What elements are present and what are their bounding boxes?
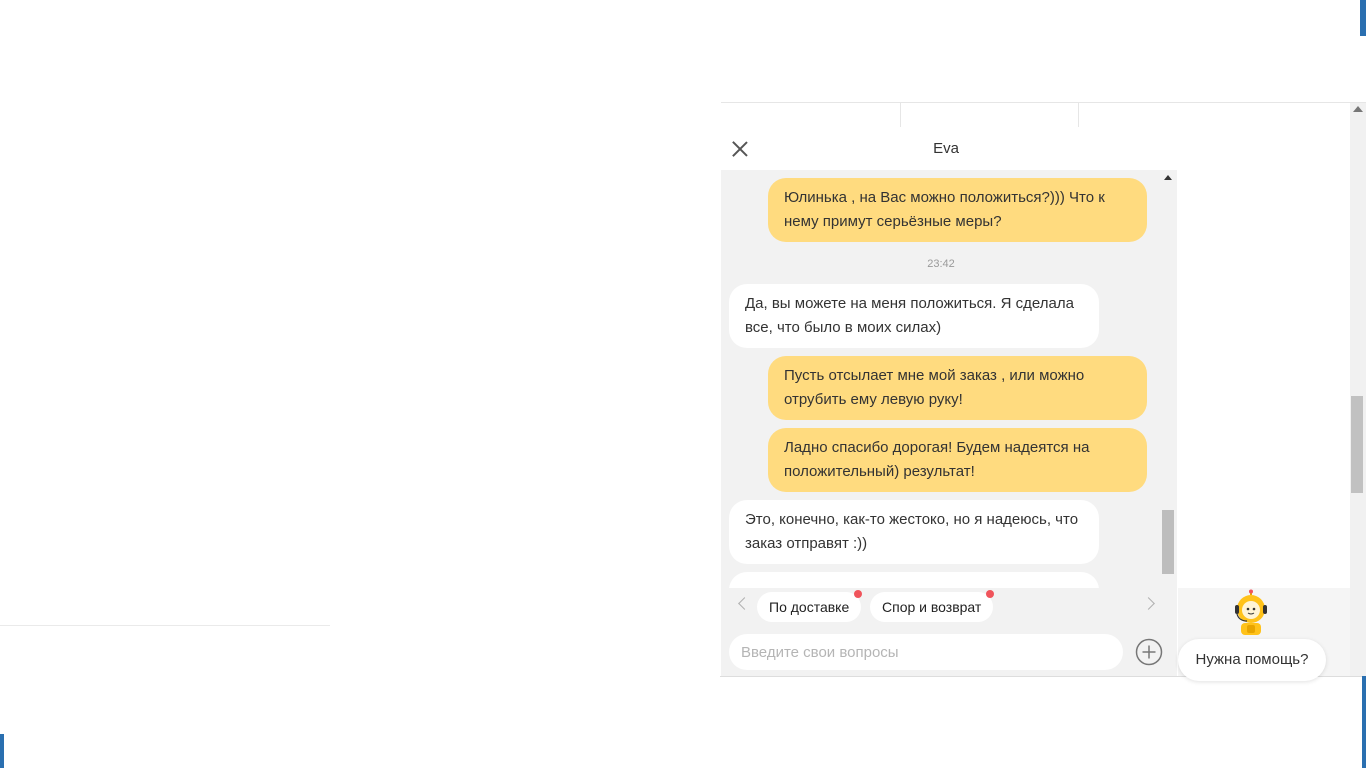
page-scrollbar-thumb[interactable] [1351, 396, 1363, 493]
message-incoming: Это, конечно, как-то жестоко, но я надеюсь, что заказ отправят :)) [729, 500, 1099, 564]
scroll-up-icon[interactable] [1164, 175, 1172, 180]
quick-reply-dispute[interactable] [870, 592, 993, 622]
background-footer [720, 676, 1362, 769]
chevron-left-icon[interactable] [738, 597, 751, 610]
background-tabs [721, 103, 1351, 127]
message-list[interactable] [721, 170, 1161, 588]
quick-replies-bar [721, 590, 1177, 624]
page-scrollbar[interactable] [1350, 103, 1366, 768]
message-incoming: Да, вы можете на меня положиться. Я сделала все, что было в моих силах) [729, 284, 1099, 348]
chat-header [721, 128, 1177, 170]
message-input[interactable] [729, 634, 1123, 670]
message-outgoing: Пусть отсылает мне мой заказ , или можно отрубить ему левую руку! [768, 356, 1147, 420]
quick-reply-delivery[interactable] [757, 592, 861, 622]
notification-dot [854, 590, 862, 598]
chat-title: Eva [933, 140, 959, 157]
robot-assistant-icon[interactable] [1227, 589, 1275, 637]
background-edge [1362, 676, 1366, 768]
chevron-right-icon[interactable] [1142, 597, 1155, 610]
chat-window [721, 128, 1177, 676]
quick-reply-label: Спор и возврат [882, 599, 982, 615]
tab-divider [900, 103, 901, 127]
background-edge [1360, 0, 1366, 36]
tab-divider [1078, 103, 1079, 127]
scroll-up-icon[interactable] [1353, 106, 1363, 112]
background-page-header [721, 0, 1366, 103]
message-outgoing: Ладно спасибо дорогая! Будем надеятся на положительный) результат! [768, 428, 1147, 492]
quick-reply-label: По доставке [769, 599, 850, 615]
message-incoming-partial [729, 572, 1099, 588]
help-button[interactable]: Нужна помощь? [1178, 639, 1326, 681]
plus-circle-icon[interactable] [1135, 638, 1163, 666]
divider [0, 625, 330, 626]
background-edge [0, 734, 4, 768]
message-timestamp: 23:42 [927, 258, 955, 270]
input-row [721, 628, 1177, 676]
message-outgoing: Юлинька , на Вас можно положиться?))) Что к нему примут серьёзные меры? [768, 178, 1147, 242]
notification-dot [986, 590, 994, 598]
message-scrollbar-thumb[interactable] [1162, 510, 1174, 574]
message-scrollbar[interactable] [1161, 170, 1175, 588]
